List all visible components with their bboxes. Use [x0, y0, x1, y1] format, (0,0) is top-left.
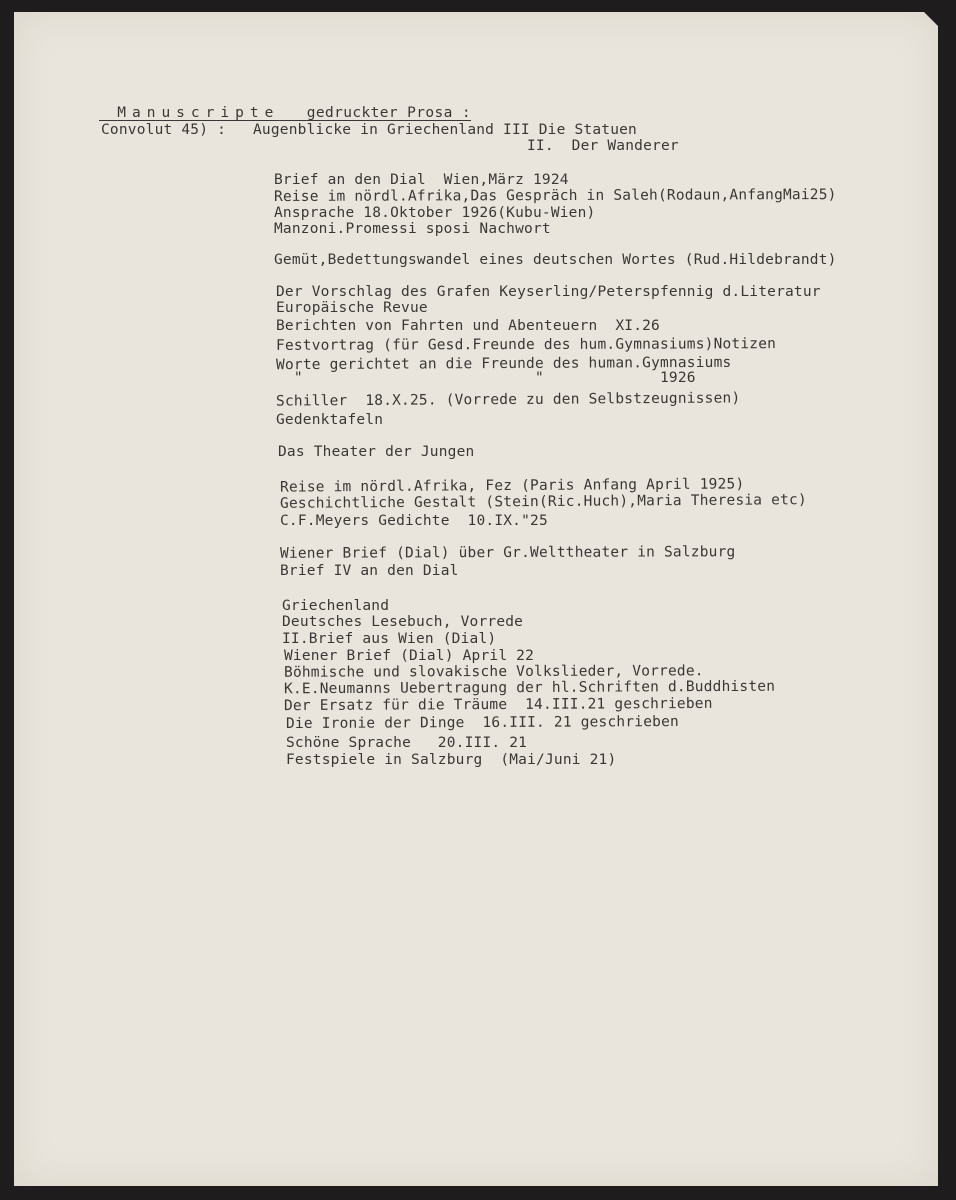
entry: Worte gerichtet an die Freunde des human.Gymnasiums: [275, 354, 732, 374]
entry: Böhmische und slovakische Volkslieder, Vorrede.: [283, 663, 704, 681]
entry: Die Ironie der Dinge 16.III. 21 geschrieben: [285, 713, 679, 733]
heading-manuscripte: Manuscripte: [117, 105, 280, 121]
entry: Gemüt,Bedettungswandel eines deutschen Wortes (Rud.Hildebrandt): [274, 252, 837, 268]
entry: " " 1926: [276, 370, 696, 386]
entry: Manzoni.Promessi sposi Nachwort: [274, 221, 551, 237]
entry: C.F.Meyers Gedichte 10.IX."25: [280, 513, 548, 529]
heading-prosa: gedruckter Prosa :: [306, 105, 472, 121]
entry: Festvortrag (für Gesd.Freunde des hum.Gymnasiums)Notizen: [275, 336, 777, 354]
entry: Schiller 18.X.25. (Vorrede zu den Selbstzeugnissen): [275, 390, 741, 410]
convolut-title: Augenblicke in Griechenland III Die Statuen: [253, 122, 637, 138]
entry: Reise im nördl.Afrika, Fez (Paris Anfang April 1925): [279, 476, 745, 496]
entry: Brief IV an den Dial: [280, 563, 459, 579]
entry: Europäische Revue: [276, 300, 428, 316]
page-heading: [99, 89, 471, 121]
entry: Griechenland: [282, 598, 390, 614]
entry: Geschichtliche Gestalt (Stein(Ric.Huch),Maria Theresia etc): [279, 492, 807, 512]
entry: K.E.Neumanns Uebertragung der hl.Schriften d.Buddhisten: [283, 678, 776, 698]
entry: Schöne Sprache 20.III. 21: [286, 735, 528, 751]
entry: Wiener Brief (Dial) über Gr.Welttheater in Salzburg: [279, 544, 736, 562]
entry: Das Theater der Jungen: [278, 444, 475, 460]
entry: II.Brief aus Wien (Dial): [282, 631, 497, 647]
page-corner: [924, 12, 942, 30]
entry: Brief an den Dial Wien,März 1924: [274, 172, 569, 188]
entry: Ansprache 18.Oktober 1926(Kubu-Wien): [274, 205, 596, 221]
entry: Reise im nördl.Afrika,Das Gespräch in Saleh(Rodaun,AnfangMai25): [273, 187, 837, 205]
entry: Der Ersatz für die Träume 14.III.21 geschrieben: [283, 695, 713, 715]
entry: Berichten von Fahrten und Abenteuern XI.26: [276, 318, 660, 334]
entry: Deutsches Lesebuch, Vorrede: [282, 614, 524, 630]
entry: Der Vorschlag des Grafen Keyserling/Peterspfennig d.Literatur: [276, 284, 821, 300]
entry: Festspiele in Salzburg (Mai/Juni 21): [286, 752, 617, 768]
entry: Wiener Brief (Dial) April 22: [284, 648, 535, 664]
entry: Gedenktafeln: [276, 412, 384, 428]
convolut-subline: II. Der Wanderer: [527, 138, 679, 154]
convolut-label: Convolut 45) :: [101, 122, 227, 138]
